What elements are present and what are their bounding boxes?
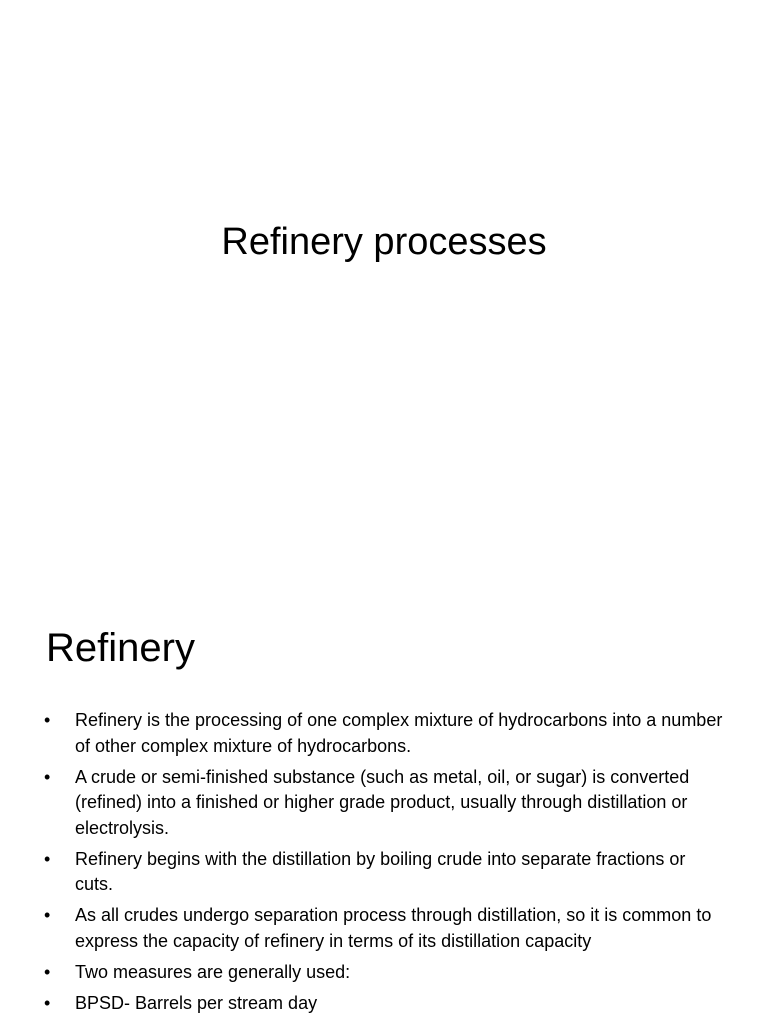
slide-1-title: Refinery processes xyxy=(221,221,547,263)
bullet-item-2 xyxy=(44,765,724,842)
bullet-item-4 xyxy=(44,903,724,954)
bullet-marker: • xyxy=(44,766,51,787)
bullet-text: Refinery is the processing of one complex mixture of hydrocarbons into a number of other complex mixture of hydrocarbons. xyxy=(75,710,723,756)
slide-2-heading: Refinery xyxy=(46,626,195,670)
bullet-item-1 xyxy=(44,708,724,759)
bullet-list xyxy=(44,708,724,1022)
bullet-marker: • xyxy=(44,905,51,925)
bullet-item-5 xyxy=(44,960,724,986)
bullet-text: Refinery begins with the distillation by boiling crude into separate fractions or cuts. xyxy=(75,848,686,894)
bullet-text: As all crudes undergo separation process through distillation, so it is common to express the capacity of refinery in terms of its distillation capacity xyxy=(75,905,712,951)
bullet-text: A crude or semi-finished substance (such as metal, oil, or sugar) is converted (refined) into a finished or higher grade product, usually through distillation or electrolysis. xyxy=(75,766,690,838)
bullet-item-6 xyxy=(44,991,724,1017)
bullet-marker: • xyxy=(44,848,51,869)
bullet-item-3 xyxy=(44,847,724,898)
bullet-marker: • xyxy=(44,710,51,730)
bullet-text: BPSD- Barrels per stream day xyxy=(75,992,318,1013)
slide-refinery xyxy=(0,576,768,1024)
bullet-text: Two measures are generally used: xyxy=(75,961,351,982)
bullet-marker: • xyxy=(44,992,51,1013)
bullet-marker: • xyxy=(44,961,51,982)
